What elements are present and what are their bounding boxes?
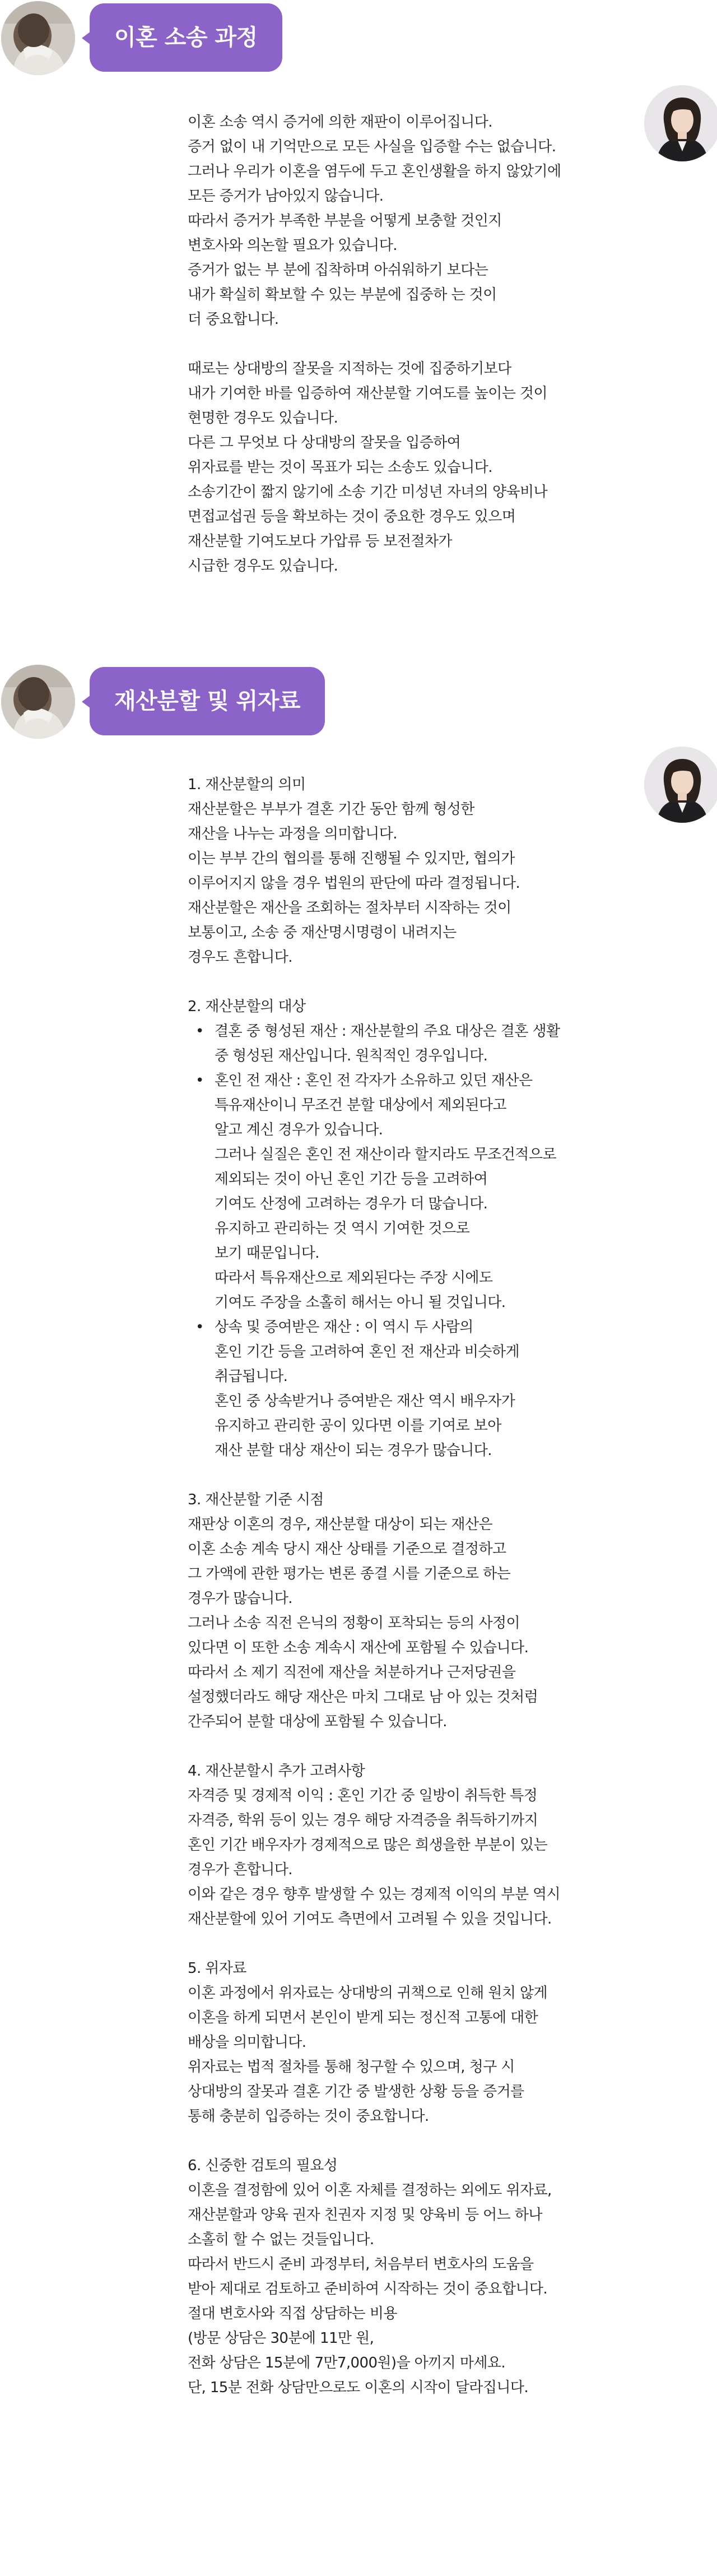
section-title: 1. 재산분할의 의미 bbox=[188, 776, 306, 793]
section-title: 4. 재산분할시 추가 고려사항 bbox=[188, 1763, 365, 1780]
section-body: 재판상 이혼의 경우, 재산분할 대상이 되는 재산은 이혼 소송 계속 당시 재산 상태를 기준으로 결정하고 그 가액에 관한 평가는 변론 종결 시를 기준으로 하는 경우가 많습니다. 그러나 소송 직전 은닉의 정황이 포착되는 등의 사정이 있다면 이 또한 소송 계속시 재산에 포함될 수 있습니다. 따라서 소 제기 직전에 재산을 처분하거나 근저당권을 설정했더라도 해당 재산은 마치 그대로 남 아 있는 것처럼 간주되어 분할 대상에 포함될 수 있습니다. bbox=[188, 1516, 538, 1730]
answer-paragraph: 때로는 상대방의 잘못을 지적하는 것에 집중하기보다 내가 기여한 바를 입증하여 재산분할 기여도를 높이는 것이 현명한 경우도 있습니다. 다른 그 무엇보 다 상대방의 잘못을 입증하여 위자료를 받는 것이 목표가 되는 소송도 있습니다. 소송기간이 짧지 않기에 소송 기간 미성년 자녀의 양육비나 면접교섭권 등을 확보하는 것이 중요한 경우도 있으며 재산분할 기여도보다 가압류 등 보전절차가 시급한 경우도 있습니다. bbox=[188, 360, 548, 574]
section-body: 이혼을 결정함에 있어 이혼 자체를 결정하는 외에도 위자료, 재산분할과 양육 권자 친권자 지정 및 양육비 등 어느 하나 소홀히 할 수 없는 것들입니다. 따라서 반드시 준비 과정부터, 처음부터 변호사의 도움을 받아 제대로 검토하고 준비하여 시작하는 것이 중요합니다. 절대 변호사와 직접 상담하는 비용 (방문 상담은 30분에 11만 원, 전화 상담은 15분에 7만7,000원)을 아끼지 마세요. 단, 15분 전화 상담만으로도 이혼의 시작이 달라집니다. bbox=[188, 2182, 552, 2396]
section-body: 이혼 과정에서 위자료는 상대방의 귀책으로 인해 원치 않게 이혼을 하게 되면서 본인이 받게 되는 정신적 고통에 대한 배상을 의미합니다. 위자료는 법적 절차를 통해 청구할 수 있으며, 청구 시 상대방의 잘못과 결혼 기간 중 발생한 상황 등을 증거를 통해 충분히 입증하는 것이 중요합니다. bbox=[188, 1985, 548, 2125]
user-avatar bbox=[1, 1, 75, 75]
lawyer-avatar-image bbox=[644, 85, 717, 161]
answer-property-division bbox=[188, 772, 636, 2400]
lawyer-avatar-image bbox=[644, 747, 717, 823]
user-avatar-image bbox=[1, 1, 75, 75]
answer-divorce-process bbox=[188, 110, 636, 578]
topic-title: 재산분할 및 위자료 bbox=[114, 688, 300, 714]
bullet-list bbox=[188, 1019, 636, 1463]
bullet-item: • 혼인 전 재산 : 혼인 전 각자가 소유하고 있던 재산은 특유재산이니 무조건 분할 대상에서 제외된다고 알고 계신 경우가 있습니다. 그러나 실질은 혼인 전 재산이라 할지라도 무조건적으로 제외되는 것이 아닌 혼인 기간 등을 고려하여 기여도 산정에 고려하는 경우가 더 많습니다. 유지하고 관리하는 것 역시 기여한 것으로 보기 때문입니다. 따라서 특유재산으로 제외된다는 주장 시에도 기여도 주장을 소홀히 해서는 아니 될 것입니다. bbox=[188, 1068, 636, 1315]
section-body: 자격증 및 경제적 이익 : 혼인 기간 중 일방이 취득한 특정 자격증, 학위 등이 있는 경우 해당 자격증을 취득하기까지 혼인 기간 배우자가 경제적으로 많은 희생을한 부분이 있는 경우가 흔합니다. 이와 같은 경우 향후 발생할 수 있는 경제적 이익의 부분 역시 재산분할에 있어 기여도 측면에서 고려될 수 있을 것입니다. bbox=[188, 1787, 561, 1928]
lawyer-avatar bbox=[644, 85, 717, 161]
bullet-item: • 상속 및 증여받은 재산 : 이 역시 두 사람의 혼인 기간 등을 고려하여 혼인 전 재산과 비슷하게 취급됩니다. 혼인 중 상속받거나 증여받은 재산 역시 배우자가 유지하고 관리한 공이 있다면 이를 기여로 보아 재산 분할 대상 재산이 되는 경우가 많습니다. bbox=[188, 1315, 636, 1463]
section-title: 5. 위자료 bbox=[188, 1960, 246, 1977]
topic-title: 이혼 소송 과정 bbox=[114, 25, 258, 50]
section-body: 재산분할은 부부가 결혼 기간 동안 함께 형성한 재산을 나누는 과정을 의미합니다. 이는 부부 간의 협의를 통해 진행될 수 있지만, 협의가 이루어지지 않을 경우 법원의 판단에 따라 결정됩니다. 재산분할은 재산을 조회하는 절차부터 시작하는 것이 보통이고, 소송 중 재산명시명령이 내려지는 경우도 흔합니다. bbox=[188, 801, 520, 966]
user-avatar bbox=[1, 665, 75, 739]
bullet-item: • 결혼 중 형성된 재산 : 재산분할의 주요 대상은 결혼 생활 중 형성된 재산입니다. 원칙적인 경우입니다. bbox=[188, 1019, 636, 1068]
section-title: 6. 신중한 검토의 필요성 bbox=[188, 2157, 338, 2174]
section-title: 2. 재산분할의 대상 bbox=[188, 998, 306, 1015]
section-title: 3. 재산분할 기준 시점 bbox=[188, 1491, 324, 1508]
user-avatar-image bbox=[1, 665, 75, 739]
lawyer-avatar bbox=[644, 747, 717, 823]
answer-paragraph: 이혼 소송 역시 증거에 의한 재판이 이루어집니다. 증거 없이 내 기억만으로 모든 사실을 입증할 수는 없습니다. 그러나 우리가 이혼을 염두에 두고 혼인생활을 하지 않았기에 모든 증거가 남아있지 않습니다. 따라서 증거가 부족한 부분을 어떻게 보충할 것인지 변호사와 의논할 필요가 있습니다. 증거가 없는 부 분에 집착하며 아쉬워하기 보다는 내가 확실히 확보할 수 있는 부분에 집중하 는 것이 더 중요합니다. bbox=[188, 114, 561, 328]
topic-bubble-property-division bbox=[90, 667, 325, 735]
topic-bubble-divorce-process bbox=[90, 3, 282, 72]
